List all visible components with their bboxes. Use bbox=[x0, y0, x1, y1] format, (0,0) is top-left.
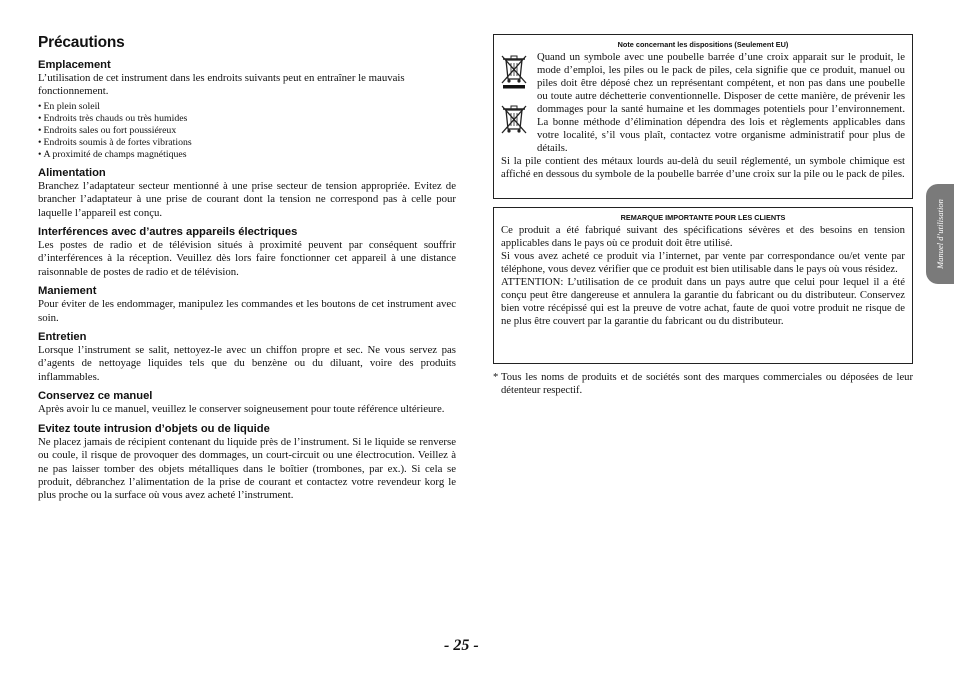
section-title: Maniement bbox=[38, 285, 97, 298]
section-conservez bbox=[38, 390, 456, 416]
section-title: Evitez toute intrusion d’objets ou de liquide bbox=[38, 422, 270, 435]
section-title: Entretien bbox=[38, 331, 87, 344]
bullet-item: • A proximité de champs magnétiques bbox=[38, 149, 456, 161]
customer-notice-paragraph: Si vous avez acheté ce produit via l’internet, par vente par correspondance ou/et vente par téléphone, vous devez vérifier que ce produit est bien utilisable dans le pays où vous résidez. bbox=[501, 250, 905, 275]
section-maniement bbox=[38, 285, 456, 325]
section-title: Emplacement bbox=[38, 59, 111, 71]
bullet-item: • Endroits très chauds ou très humides bbox=[38, 113, 456, 125]
section-title: Alimentation bbox=[38, 166, 106, 179]
bullet-list bbox=[38, 101, 456, 161]
customer-notice-paragraph: ATTENTION: L’utilisation de ce produit dans un pays autre que celui pour lequel il a été conçu peut être dangereuse et annulera la garantie du fabricant ou du distributeur. Conservez bien votre récépissé qui est la preuve de votre achat, faute de quoi votre produit ne risque de ne plus être couvert par la garantie du fabricant ou du distributeur. bbox=[501, 276, 905, 327]
section-text: L’utilisation de cet instrument dans les endroits suivants peut en entraîner le mauvais fonctionnement. bbox=[38, 72, 405, 98]
section-alimentation bbox=[38, 167, 456, 220]
crossed-out-bin-icon bbox=[501, 103, 527, 135]
side-tab-label: Manuel d’utilisation bbox=[935, 199, 945, 269]
eu-notice-title: Note concernant les dispositions (Seulement EU) bbox=[617, 40, 789, 49]
eu-disposal-notice-box bbox=[493, 34, 913, 199]
section-intrusion bbox=[38, 423, 456, 503]
customer-notice-paragraph: Ce produit a été fabriqué suivant des spécifications sévères et des besoins en tension applicables dans le pays où ce produit doit être utilisé. bbox=[501, 224, 905, 249]
section-entretien bbox=[38, 331, 456, 384]
page-number: - 25 - bbox=[444, 637, 479, 654]
section-text: Branchez l’adaptateur secteur mentionné à une prise secteur de tension appropriée. Evitez de brancher l’adaptateur à une prise de courant dont la tension ne correspond pas à celle pour laquelle l’appareil est conçu. bbox=[38, 179, 456, 219]
eu-notice-paragraph: Si la pile contient des métaux lourds au-delà du seuil réglementé, un symbole chimique est affiché en dessous du symbole de la poubelle barrée d’une croix sur la pile ou le pack de piles. bbox=[501, 155, 905, 180]
section-text: Lorsque l’instrument se salit, nettoyez-le avec un chiffon propre et sec. Ne vous servez pas d’agents de nettoyage liquides tels que du benzène ou du diluant, voire des produits inflammables. bbox=[38, 344, 456, 383]
section-text: Les postes de radio et de télévision situés à proximité peuvent par conséquent souffrir d’interférences à la réception. Veuillez dès lors faire fonctionner cet appareil à une distance raisonnable de postes de radio et de télévision. bbox=[38, 239, 456, 278]
bin-icons bbox=[501, 53, 531, 149]
section-interferences bbox=[38, 226, 456, 279]
page-title: Précautions bbox=[38, 34, 125, 51]
precautions-column bbox=[38, 34, 456, 503]
crossed-out-bin-icon bbox=[501, 53, 527, 89]
section-title: Interférences avec d’autres appareils électriques bbox=[38, 226, 298, 239]
eu-notice-paragraph: Quand un symbole avec une poubelle barrée d’une croix apparait sur le produit, le mode d’emploi, les piles ou le pack de piles, cela signifie que ce produit, manuel ou piles doit être déposé chez un représentant compétent, et non pas dans une poubelle ou toute autre déchetterie conventionnelle. Disposer de cette manière, de prévenir les dommages pour la santé humaine et les dommages potentiels pour l’environnement. La bonne méthode d’élimination dépendra des lois et règlements applicables dans votre localité, s’il vous plaît, contactez votre organisme administratif pour plus de détails. bbox=[537, 51, 905, 154]
footnote-text: Tous les noms de produits et de sociétés sont des marques commerciales ou déposées de leur détenteur respectif. bbox=[501, 372, 913, 397]
section-text: Pour éviter de les endommager, manipulez les commandes et les boutons de cet instrument avec soin. bbox=[38, 298, 456, 324]
customer-notice-title: REMARQUE IMPORTANTE POUR LES CLIENTS bbox=[620, 213, 786, 222]
side-tab bbox=[926, 184, 954, 284]
customer-notice-box bbox=[493, 207, 913, 364]
footnote-marker: * bbox=[493, 372, 499, 383]
bullet-item: • Endroits sales ou fort poussiéreux bbox=[38, 125, 456, 137]
section-emplacement bbox=[38, 59, 456, 161]
section-title: Conservez ce manuel bbox=[38, 390, 153, 403]
bullet-item: • En plein soleil bbox=[38, 101, 456, 113]
trademark-footnote bbox=[493, 371, 913, 398]
bullet-item: • Endroits soumis à de fortes vibrations bbox=[38, 137, 456, 149]
section-text: Ne placez jamais de récipient contenant du liquide près de l’instrument. Si le liquide se renverse ou coule, il risque de provoquer des dommages, un court-circuit ou une électrocution. Veillez à ne pas laisser tomber des objets métalliques dans le boîtier (trombones, par ex.). Si cela se produit, débranchez l’alimentation de la prise de courant et contactez votre revendeur korg le plus proche ou la surface où vous avez acheté l’instrument. bbox=[38, 435, 456, 502]
section-text: Après avoir lu ce manuel, veuillez le conserver soigneusement pour toute référence ultérieure. bbox=[38, 403, 445, 416]
